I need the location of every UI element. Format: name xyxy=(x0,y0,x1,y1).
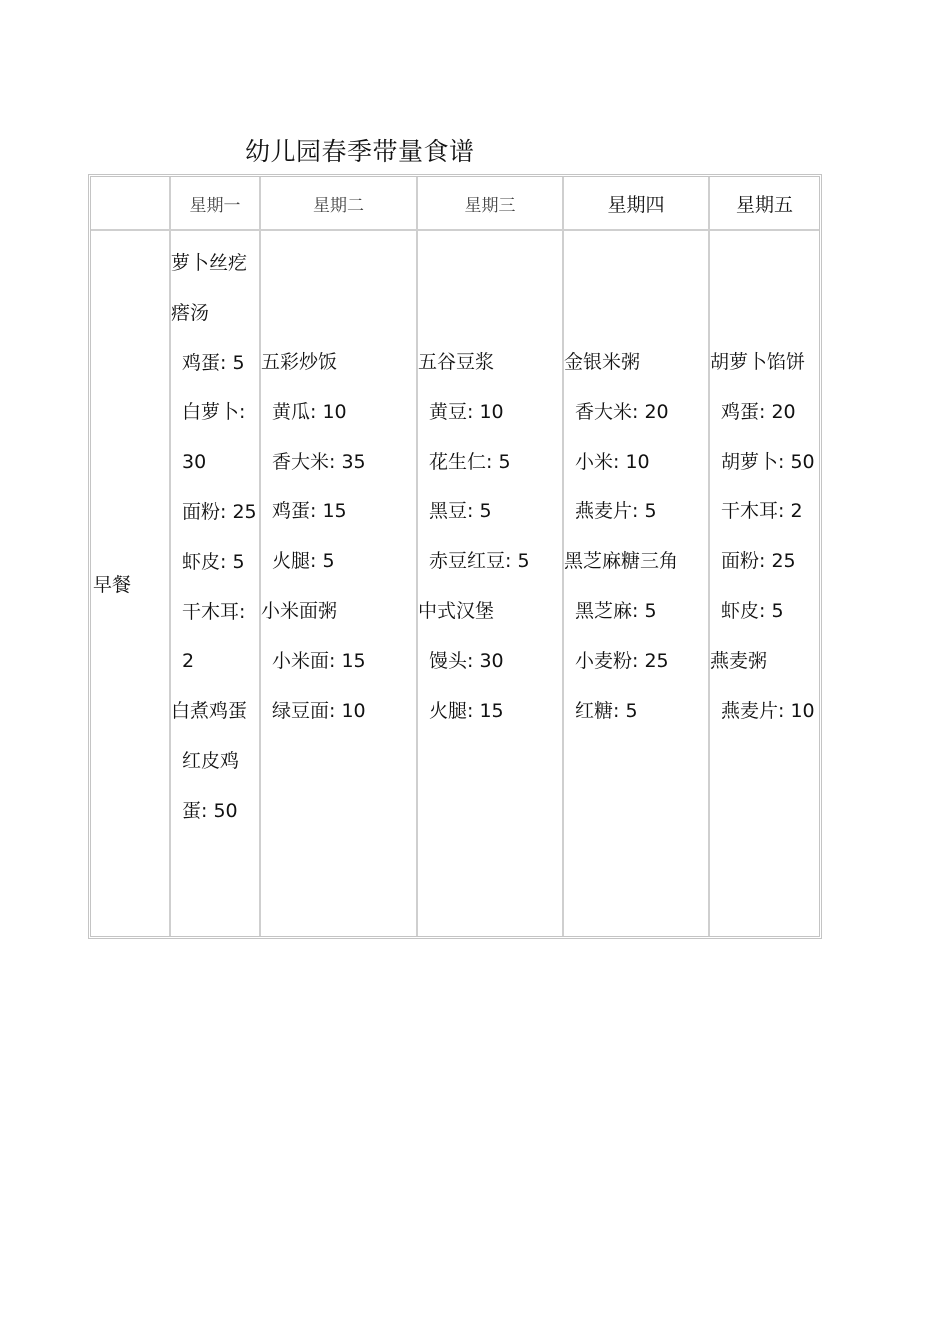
ingredient-item: 小麦粉: 25 xyxy=(575,649,669,672)
dish-name: 小米面粥 xyxy=(261,599,338,622)
dish-name: 五彩炒饭 xyxy=(261,351,338,373)
ingredient-item: 胡萝卜: 50 xyxy=(721,450,815,473)
ingredient-item: 黄豆: 10 xyxy=(429,400,504,423)
ingredient-item: 干木耳: 2 xyxy=(721,500,803,523)
menu-cell-tuesday xyxy=(261,231,418,936)
ingredient-item: 红皮鸡蛋: 50 xyxy=(182,749,240,822)
menu-cell-friday xyxy=(710,231,819,936)
ingredient-item: 火腿: 5 xyxy=(272,550,335,573)
ingredient-item: 香大米: 35 xyxy=(272,450,366,473)
ingredient-item: 燕麦片: 10 xyxy=(721,699,815,722)
header-day-monday: 星期一 xyxy=(171,177,261,231)
ingredient-item: 红糖: 5 xyxy=(575,699,638,722)
header-blank-cell xyxy=(91,177,171,231)
ingredient-item: 白萝卜: 30 xyxy=(182,401,246,474)
dish-name: 白煮鸡蛋 xyxy=(171,700,248,723)
dish-name: 萝卜丝疙瘩汤 xyxy=(171,252,248,324)
dish-name: 燕麦粥 xyxy=(710,649,768,672)
header-day-tuesday: 星期二 xyxy=(261,177,418,231)
dish-name: 五谷豆浆 xyxy=(418,351,495,373)
ingredient-item: 绿豆面: 10 xyxy=(272,699,366,722)
ingredient-item: 小米面: 15 xyxy=(272,649,366,672)
header-day-wednesday: 星期三 xyxy=(418,177,564,231)
ingredient-item: 干木耳: 2 xyxy=(182,600,246,673)
ingredient-item: 馒头: 30 xyxy=(429,649,504,672)
header-day-thursday: 星期四 xyxy=(564,177,710,231)
ingredient-item: 虾皮: 5 xyxy=(721,599,784,622)
dish-name: 金银米粥 xyxy=(564,351,641,373)
dish-name: 胡萝卜馅饼 xyxy=(710,351,806,373)
menu-cell-wednesday xyxy=(418,231,564,936)
menu-table xyxy=(88,174,822,939)
menu-cell-thursday xyxy=(564,231,710,936)
ingredient-item: 黄瓜: 10 xyxy=(272,400,347,423)
ingredient-item: 面粉: 25 xyxy=(182,500,257,523)
ingredient-item: 虾皮: 5 xyxy=(182,550,245,573)
ingredient-item: 鸡蛋: 20 xyxy=(721,400,796,423)
ingredient-item: 火腿: 15 xyxy=(429,699,504,722)
dish-name: 中式汉堡 xyxy=(418,599,495,622)
ingredient-item: 面粉: 25 xyxy=(721,550,796,573)
ingredient-item: 花生仁: 5 xyxy=(429,450,511,473)
menu-cell-monday xyxy=(171,231,261,936)
ingredient-item: 小米: 10 xyxy=(575,450,650,473)
ingredient-item: 鸡蛋: 5 xyxy=(182,351,245,374)
ingredient-item: 黑芝麻: 5 xyxy=(575,599,657,622)
table-row-breakfast xyxy=(91,231,819,936)
dish-name: 黑芝麻糖三角 xyxy=(564,550,679,573)
ingredient-item: 鸡蛋: 15 xyxy=(272,500,347,523)
table-header-row xyxy=(91,177,819,231)
ingredient-item: 黑豆: 5 xyxy=(429,500,492,523)
ingredient-item: 赤豆红豆: 5 xyxy=(429,550,530,573)
ingredient-item: 香大米: 20 xyxy=(575,400,669,423)
row-label-breakfast: 早餐 xyxy=(91,231,171,936)
header-day-friday: 星期五 xyxy=(710,177,819,231)
ingredient-item: 燕麦片: 5 xyxy=(575,500,657,523)
page-title: 幼儿园春季带量食谱 xyxy=(245,137,475,166)
